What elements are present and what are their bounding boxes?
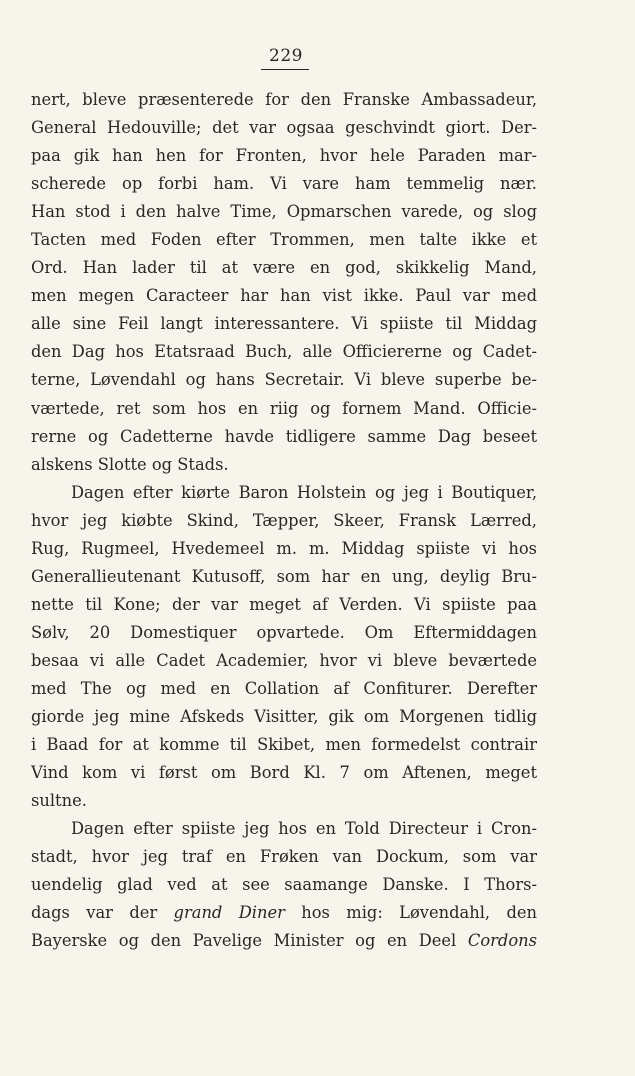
text-line: Sølv, 20 Domestiquer opvartede. Om Eftermiddagen: [31, 622, 537, 642]
text-line: Generallieutenant Kutusoff, som har en ung, deylig Bru-: [31, 566, 537, 586]
text-line: rerne og Cadetterne havde tidligere samme Dag beseet: [31, 426, 537, 446]
text-line: alle sine Feil langt interessantere. Vi spiiste til Middag: [31, 314, 537, 334]
text-line: stadt, hvor jeg traf en Frøken van Dockum, som var: [31, 847, 537, 867]
text-line: med The og med en Collation af Confiturer. Derefter: [31, 678, 537, 698]
text-line: General Hedouville; det var ogsaa geschvindt giort. Der-: [31, 118, 537, 138]
text-line: scherede op forbi ham. Vi vare ham temmelig nær.: [31, 174, 537, 194]
text-run: Bayerske og den Pavelige Minister og en Deel: [31, 931, 468, 951]
italic-phrase: Cordons: [467, 931, 537, 951]
page-number: 229: [269, 46, 303, 66]
text-line: [31, 927, 537, 955]
italic-phrase: grand Diner: [173, 903, 285, 923]
page-number-rule: [261, 69, 309, 70]
text-line: men megen Caracteer har han vist ikke. Paul var med: [31, 286, 537, 306]
text-run: hos mig: Løvendahl, den: [284, 903, 537, 923]
text-line: besaa vi alle Cadet Academier, hvor vi bleve beværtede: [31, 650, 537, 670]
text-line: Dagen efter kiørte Baron Holstein og jeg i Boutiquer,: [71, 482, 537, 502]
text-line: Han stod i den halve Time, Opmarschen varede, og slog: [31, 202, 537, 222]
text-line: Ord. Han lader til at være en god, skikkelig Mand,: [31, 258, 537, 278]
text-line: nette til Kone; der var meget af Verden. Vi spiiste paa: [31, 594, 537, 614]
text-line: hvor jeg kiøbte Skind, Tæpper, Skeer, Fransk Lærred,: [31, 510, 537, 530]
text-line: giorde jeg mine Afskeds Visitter, gik om Morgenen tidlig: [31, 707, 537, 727]
text-line: i Baad for at komme til Skibet, men formedelst contrair: [31, 735, 537, 755]
text-line: uendelig glad ved at see saamange Danske. I Thors-: [31, 875, 537, 895]
text-line: paa gik han hen for Fronten, hvor hele Paraden mar-: [31, 146, 537, 166]
text-line: Dagen efter spiiste jeg hos en Told Directeur i Cron-: [71, 819, 537, 839]
text-run: dags var der: [31, 903, 174, 923]
text-line: [31, 899, 537, 927]
text-line: terne, Løvendahl og hans Secretair. Vi bleve superbe be-: [31, 370, 537, 390]
text-line: værtede, ret som hos en riig og fornem Mand. Officie-: [31, 398, 537, 418]
body-text: [31, 86, 537, 955]
text-line: Vind kom vi først om Bord Kl. 7 om Aftenen, meget: [31, 763, 537, 783]
text-line: den Dag hos Etatsraad Buch, alle Officiererne og Cadet-: [31, 342, 537, 362]
text-line: Tacten med Foden efter Trommen, men talte ikke et: [31, 230, 537, 250]
text-line: alskens Slotte og Stads.: [31, 454, 229, 474]
text-line: sultne.: [31, 791, 87, 811]
text-line: nert, bleve præsenterede for den Franske Ambassadeur,: [31, 90, 537, 109]
text-line: Rug, Rugmeel, Hvedemeel m. m. Middag spiiste vi hos: [31, 538, 537, 558]
